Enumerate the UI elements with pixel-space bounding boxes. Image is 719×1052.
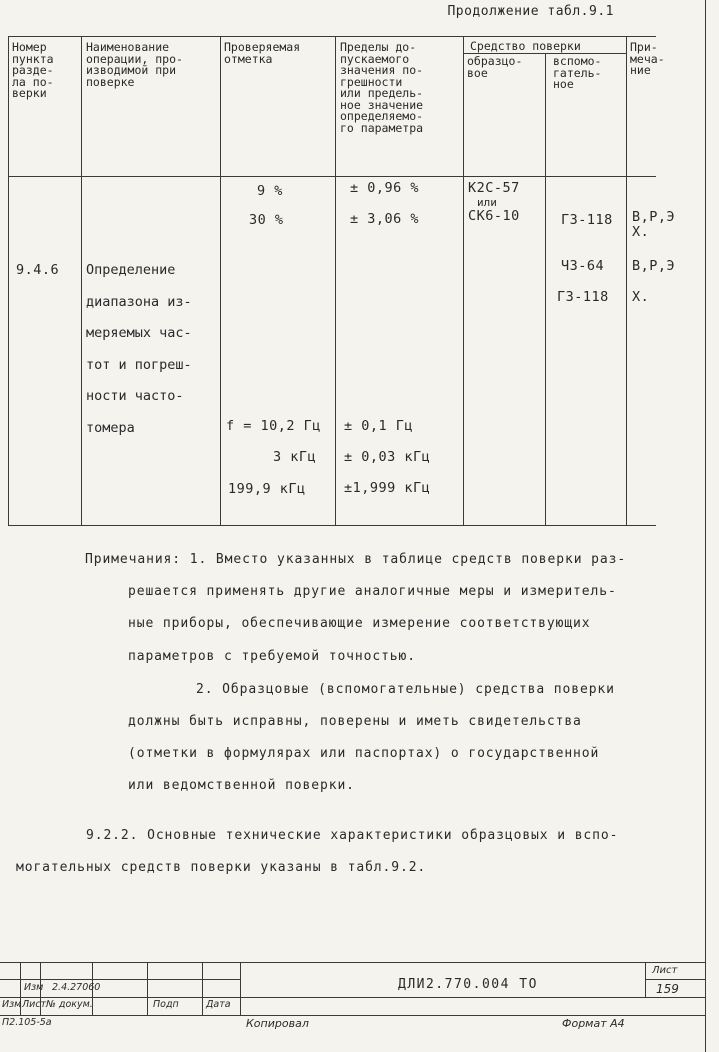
notes-line: решается применять другие аналогичные меры и измеритель- bbox=[128, 584, 617, 599]
operation-line: томера bbox=[86, 419, 135, 436]
header-means-reference: образцо- вое bbox=[467, 54, 523, 80]
col-divider-1 bbox=[81, 36, 82, 526]
stamp-format: Формат А4 bbox=[562, 1017, 625, 1030]
operation-line: тот и погреш- bbox=[86, 356, 192, 373]
limit-value: ± 0,1 Гц bbox=[344, 418, 414, 434]
col-divider-2 bbox=[220, 36, 221, 526]
stamp-divider bbox=[240, 962, 241, 1015]
limit-value: ± 0,03 кГц bbox=[344, 449, 431, 465]
mark-value: 30 % bbox=[249, 212, 284, 228]
limit-value: ±1,999 кГц bbox=[344, 480, 431, 496]
auxiliary-instrument: Ч3-64 bbox=[561, 258, 605, 274]
notes-line: ные приборы, обеспечивающие измерение соответствующих bbox=[128, 616, 591, 631]
stamp-sheet-label: Лист bbox=[652, 965, 678, 976]
row-note: В,Р,Э bbox=[632, 209, 676, 225]
table-continuation-label: Продолжение табл.9.1 bbox=[447, 4, 614, 19]
row-item-number: 9.4.6 bbox=[16, 262, 60, 278]
stamp-notice-number: 2.4.27060 bbox=[52, 982, 101, 993]
stamp-label-doc-no: № докум. bbox=[46, 999, 93, 1010]
notes-line: 2. Образцовые (вспомогательные) средства поверки bbox=[196, 682, 615, 697]
auxiliary-instrument: Г3-118 bbox=[557, 289, 609, 305]
stamp-label-podp: Подп bbox=[153, 999, 179, 1010]
row-operation bbox=[86, 255, 192, 444]
reference-instrument: К2С-57 bbox=[468, 180, 520, 196]
header-error-limits: Пределы до- пускаемого значения по- грешности или предель- ное значение определяемо- го параметра bbox=[340, 40, 424, 135]
operation-line: Определение bbox=[86, 262, 176, 278]
stamp-izm-value: Изм bbox=[24, 982, 44, 993]
notes-line: (отметки в формулярах или паспортах) о государственной bbox=[128, 746, 600, 761]
stamp-label-data: Дата bbox=[206, 999, 231, 1010]
mark-value: f = 10,2 Гц bbox=[226, 418, 321, 434]
header-bottom-border bbox=[8, 176, 656, 177]
auxiliary-instrument: Г3-118 bbox=[561, 212, 613, 228]
mark-value: 199,9 кГц bbox=[228, 481, 306, 497]
stamp-bottom-border bbox=[0, 1015, 705, 1016]
stamp-divider bbox=[147, 962, 148, 1015]
stamp-sheet-border bbox=[645, 979, 705, 980]
col-divider-5 bbox=[545, 53, 546, 526]
col-divider-3 bbox=[335, 36, 336, 526]
reference-instrument: СК6-10 bbox=[468, 208, 520, 224]
notes-line: должны быть исправны, поверены и иметь свидетельства bbox=[128, 714, 582, 729]
operation-line: ности часто- bbox=[86, 388, 184, 404]
limit-value: ± 3,06 % bbox=[350, 211, 420, 227]
stamp-label-izm: Изм bbox=[2, 999, 22, 1010]
col-divider-4 bbox=[463, 36, 464, 526]
table-top-border bbox=[8, 36, 656, 37]
notes-line: параметров с требуемой точностью. bbox=[128, 649, 416, 664]
row-note: Х. bbox=[632, 224, 650, 240]
header-means-auxiliary: вспомо- гатель- ное bbox=[553, 54, 602, 91]
stamp-form: П2.105-5а bbox=[2, 1017, 52, 1028]
page-number: 159 bbox=[656, 982, 679, 996]
header-item-number: Номер пункта разде- ла по- верки bbox=[12, 40, 54, 100]
table-left-border bbox=[8, 36, 9, 526]
row-note: В,Р,Э bbox=[632, 258, 676, 274]
page-right-border bbox=[705, 0, 706, 1052]
operation-line: диапазона из- bbox=[86, 293, 192, 310]
stamp-top-border bbox=[0, 962, 705, 963]
document-designation: ДЛИ2.770.004 ТО bbox=[398, 977, 538, 992]
row-note: Х. bbox=[632, 289, 650, 305]
operation-line: меряемых час- bbox=[86, 325, 192, 341]
stamp-label-list: Лист bbox=[22, 999, 47, 1010]
header-checked-mark: Проверяемая отметка bbox=[224, 40, 301, 66]
header-verification-means: Средство поверки bbox=[470, 39, 581, 53]
col-divider-6 bbox=[626, 36, 627, 526]
header-notes: При- меча- ние bbox=[630, 40, 665, 77]
stamp-mid-border bbox=[0, 997, 705, 998]
limit-value: ± 0,96 % bbox=[350, 180, 420, 196]
table-bottom-border bbox=[8, 525, 656, 526]
stamp-copied: Копировал bbox=[246, 1017, 309, 1030]
stamp-divider bbox=[202, 962, 203, 1015]
paragraph-line: могательных средств поверки указаны в табл.9.2. bbox=[16, 860, 427, 875]
notes-line: или ведомственной поверки. bbox=[128, 778, 355, 793]
paragraph-line: 9.2.2. Основные технические характеристики образцовых и вспо- bbox=[86, 828, 619, 843]
mark-value: 9 % bbox=[257, 183, 283, 199]
stamp-row-border bbox=[0, 979, 240, 980]
notes-line: Примечания: 1. Вместо указанных в таблице средств поверки раз- bbox=[85, 552, 627, 567]
header-operation: Наименование операции, про- изводимой при поверке bbox=[86, 40, 183, 89]
mark-value: 3 кГц bbox=[273, 449, 317, 465]
reference-or: или bbox=[477, 196, 497, 209]
